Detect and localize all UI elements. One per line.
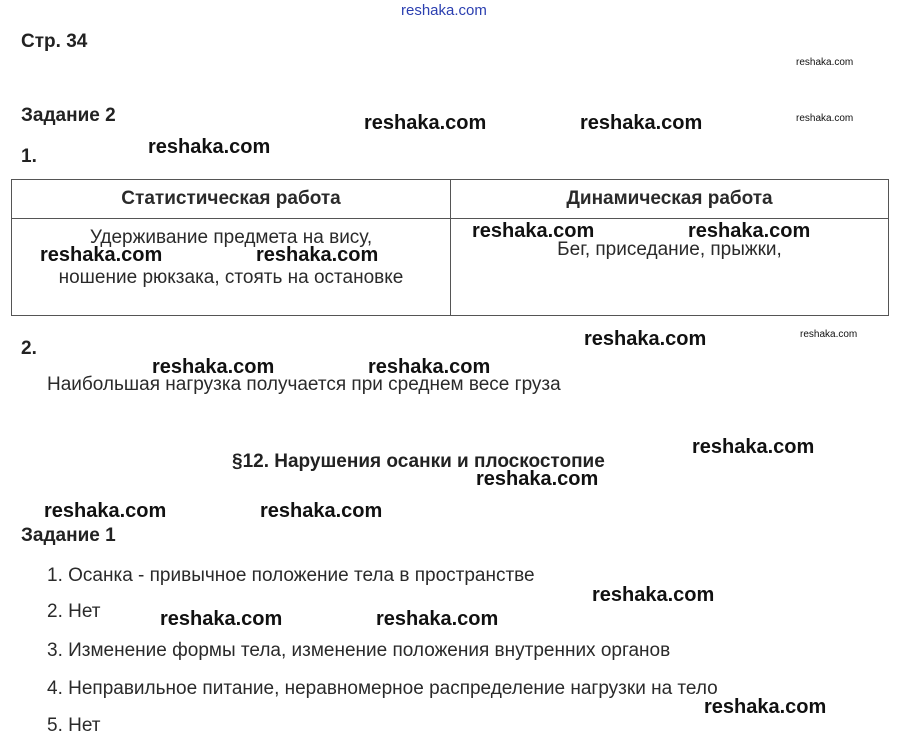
- list-item: 2. Нет: [47, 601, 101, 622]
- site-header-watermark: reshaka.com: [401, 2, 487, 19]
- static-line-2: ношение рюкзака, стоять на остановке: [58, 267, 404, 288]
- table-header-static: Статистическая работа: [12, 180, 451, 219]
- watermark: reshaka.com: [40, 244, 163, 266]
- watermark: reshaka.com: [160, 608, 283, 630]
- watermark: reshaka.com: [368, 356, 491, 378]
- watermark: reshaka.com: [256, 244, 379, 266]
- table-cell-static: [12, 219, 451, 316]
- watermark: reshaka.com: [44, 500, 167, 522]
- watermark: reshaka.com: [692, 436, 815, 458]
- static-line-1: Удерживание предмета на вису,: [89, 227, 373, 248]
- watermark: reshaka.com: [584, 328, 707, 350]
- watermark: reshaka.com: [376, 608, 499, 630]
- table-cell-dynamic: Бег, приседание, прыжки,: [451, 219, 889, 316]
- task2-item2-number: 2.: [21, 338, 37, 359]
- watermark: reshaka.com: [364, 112, 487, 134]
- watermark: reshaka.com: [260, 500, 383, 522]
- watermark: reshaka.com: [688, 220, 811, 242]
- watermark: reshaka.com: [152, 356, 275, 378]
- watermark: reshaka.com: [592, 584, 715, 606]
- task1-title: Задание 1: [21, 525, 116, 546]
- table-header-row: [12, 180, 889, 219]
- table-header-dynamic: Динамическая работа: [451, 180, 889, 219]
- watermark: reshaka.com: [796, 113, 854, 124]
- task2-item2-text: Наибольшая нагрузка получается при среднем весе груза: [47, 374, 561, 395]
- list-item: 5. Нет: [47, 715, 101, 736]
- watermark: reshaka.com: [476, 468, 599, 490]
- task2-title: Задание 2: [21, 105, 116, 126]
- section-title: §12. Нарушения осанки и плоскостопие: [232, 451, 605, 472]
- list-item: 4. Неправильное питание, неравномерное распределение нагрузки на тело: [47, 678, 718, 699]
- list-item: 3. Изменение формы тела, изменение положения внутренних органов: [47, 640, 671, 661]
- watermark: reshaka.com: [796, 57, 854, 68]
- watermark: reshaka.com: [148, 136, 271, 158]
- watermark: reshaka.com: [704, 696, 827, 718]
- page-label: Стр. 34: [21, 31, 88, 52]
- task2-item1-number: 1.: [21, 146, 37, 167]
- list-item: 1. Осанка - привычное положение тела в пространстве: [47, 565, 535, 586]
- watermark: reshaka.com: [472, 220, 595, 242]
- watermark: reshaka.com: [800, 329, 858, 340]
- watermark: reshaka.com: [580, 112, 703, 134]
